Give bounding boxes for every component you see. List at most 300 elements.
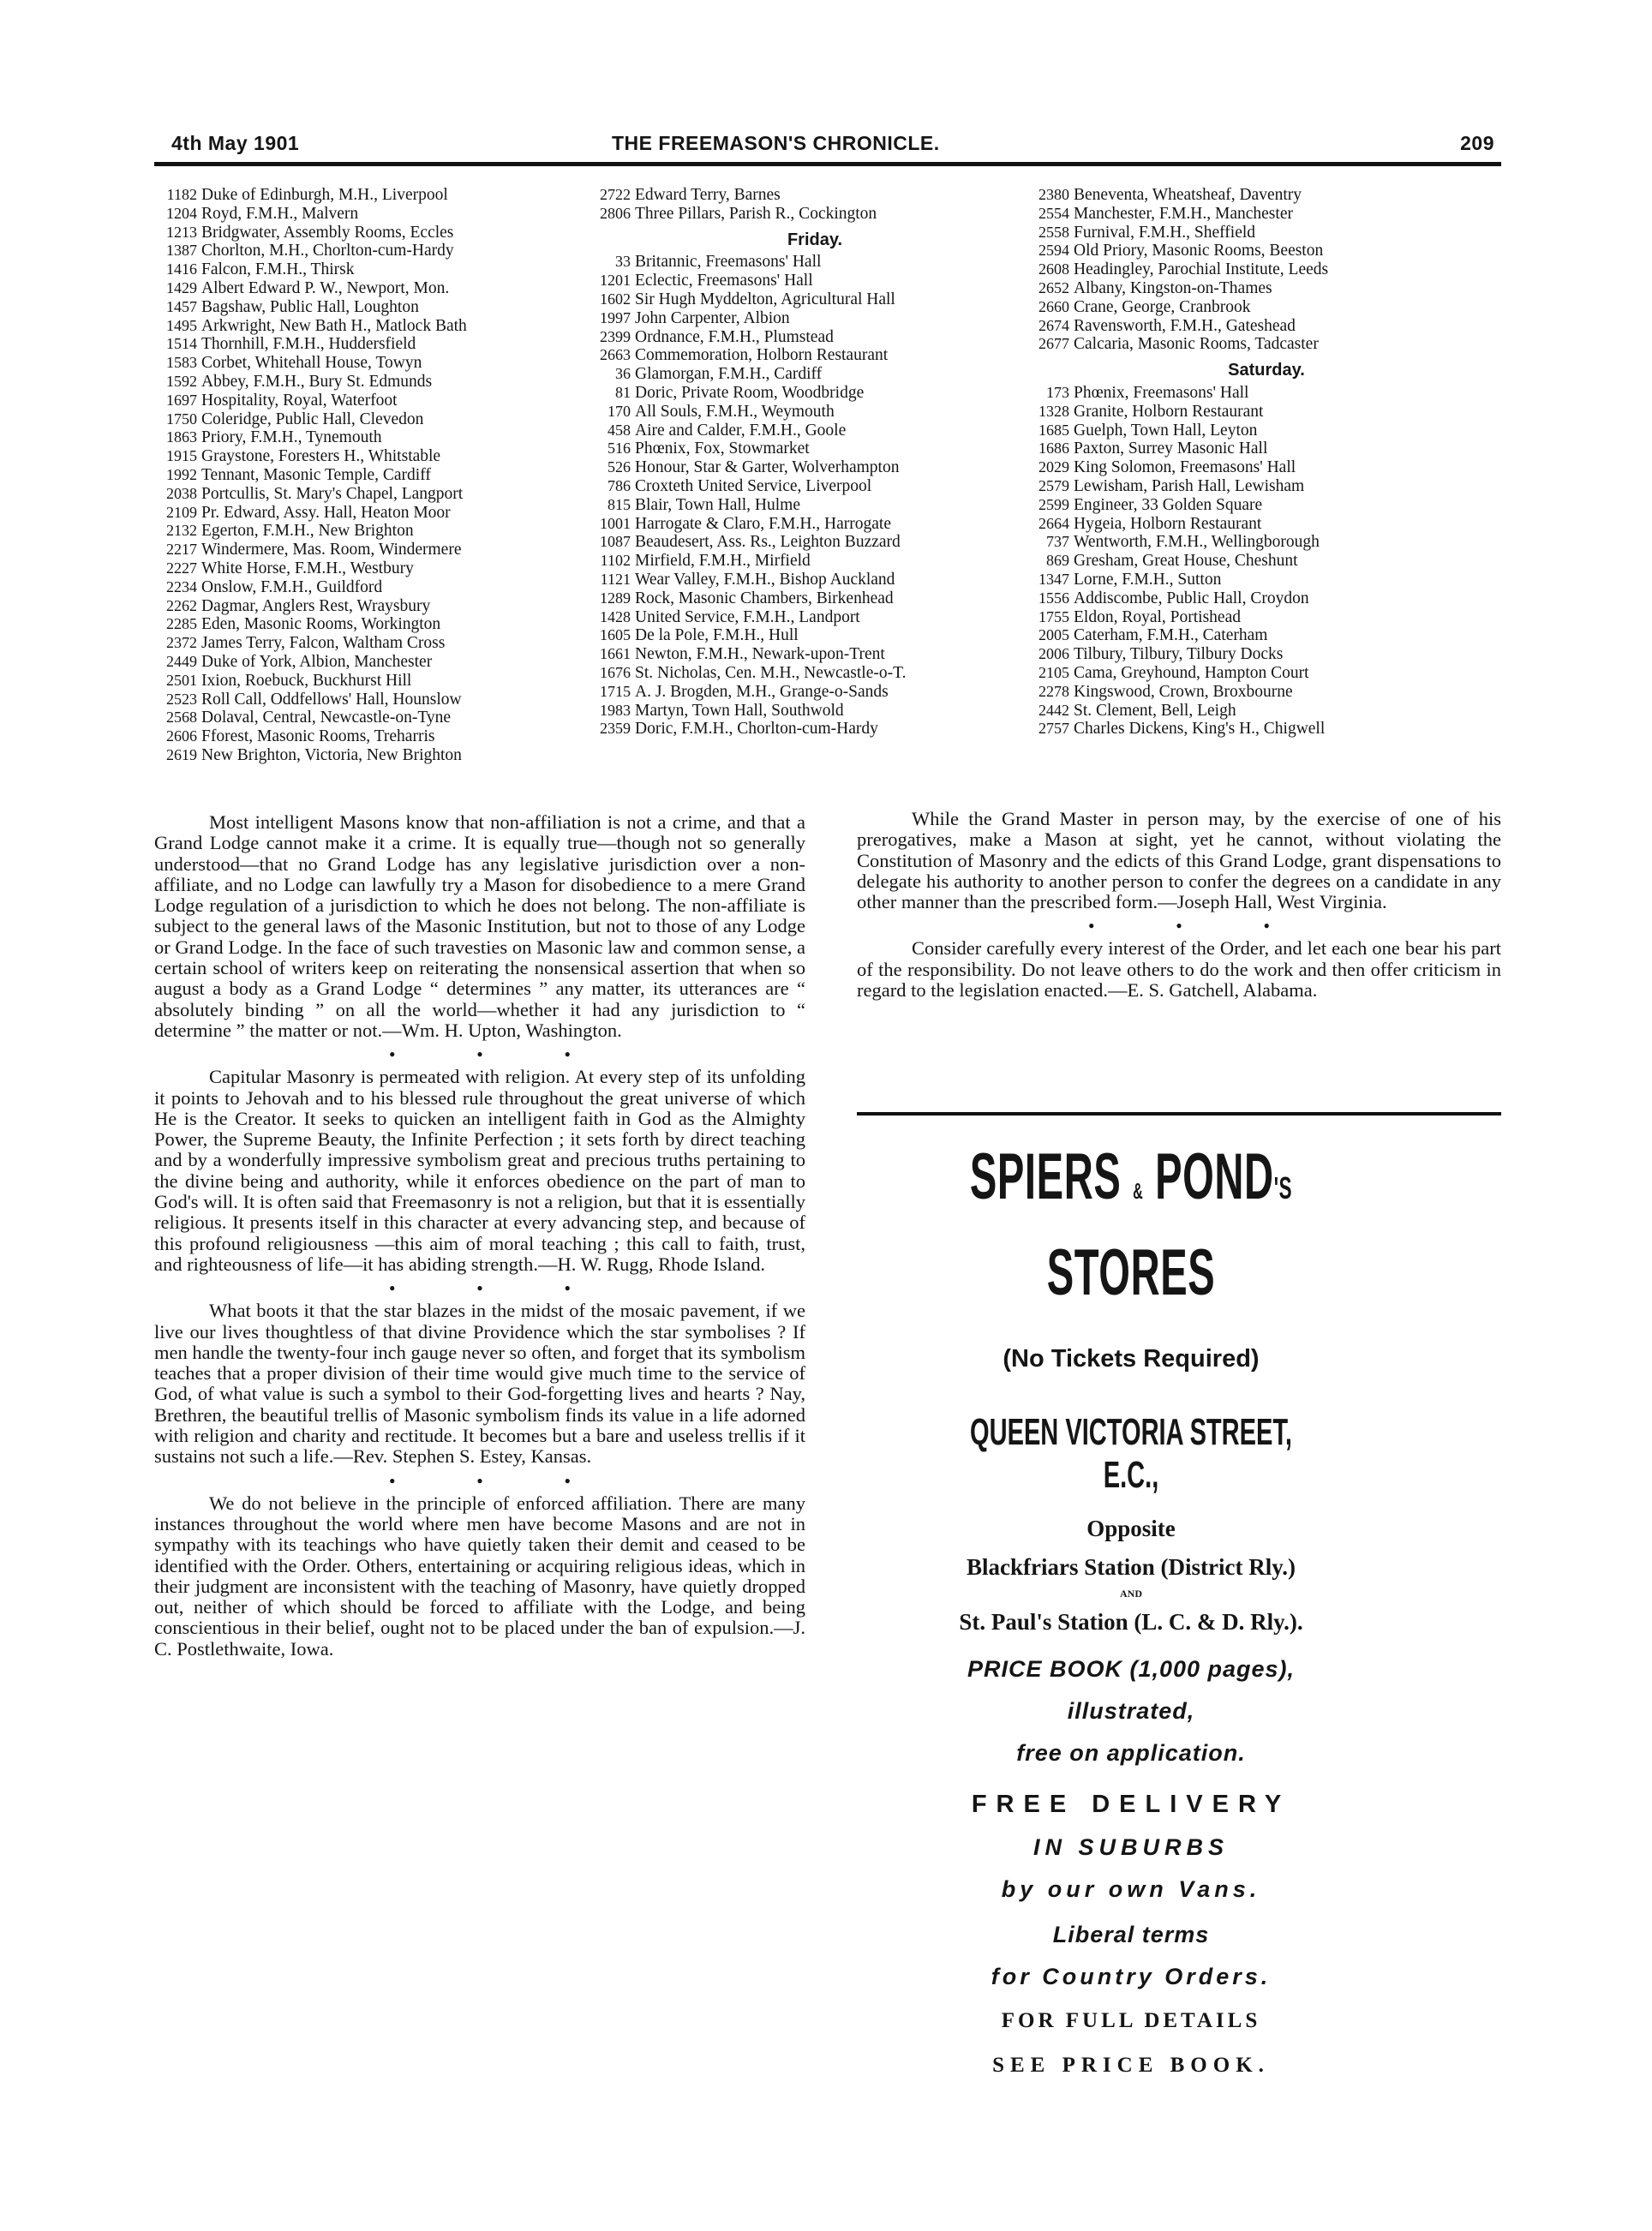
lodge-number: 1863 <box>166 428 197 446</box>
lodge-name-venue: Charles Dickens, King's H., Chigwell <box>1074 720 1326 739</box>
lodge-number: 33 <box>615 253 631 271</box>
lodge-list-saturday <box>1027 384 1506 739</box>
lodge-entry <box>154 691 583 709</box>
lodge-entry <box>1027 515 1506 534</box>
header-rule <box>154 162 1501 166</box>
lodge-name-venue: Ravensworth, F.M.H., Gateshead <box>1074 316 1296 335</box>
lodge-number: 2652 <box>1038 278 1069 296</box>
lodge-number: 1602 <box>600 290 631 308</box>
lodge-number: 1983 <box>600 701 631 719</box>
lodge-name-venue: Tilbury, Tilbury, Tilbury Docks <box>1074 645 1284 664</box>
ad-no-tickets: (No Tickets Required) <box>1003 1345 1260 1373</box>
lodge-number: 170 <box>608 402 631 420</box>
article-grand-master: While the Grand Master in person may, by the exercise of one of his prerogatives, make a Mason at sight, yet he cannot, without violating the Constitution of Masonry and the edicts of this Grand Lodge, grant dispensations to delegate his authority to another person to confer the degrees on a candidate in any other manner than the prescribed form.—Joseph Hall, West Virginia. <box>857 808 1501 913</box>
lodge-name-venue: Beneventa, Wheatsheaf, Daventry <box>1074 186 1302 204</box>
lodge-number: 2285 <box>166 615 197 633</box>
lodge-number: 1429 <box>166 278 197 296</box>
lodge-entry <box>588 205 1042 224</box>
lodge-name-venue: Doric, F.M.H., Chorlton-cum-Hardy <box>635 720 878 739</box>
lodge-number: 1686 <box>1038 440 1069 458</box>
lodge-entry <box>154 447 583 466</box>
lodge-name-venue: Eden, Masonic Rooms, Workington <box>201 615 441 634</box>
lodge-name-venue: Priory, F.M.H., Tynemouth <box>201 428 382 447</box>
lodge-number: 2132 <box>166 522 197 540</box>
lodge-list-column-2 <box>588 186 1042 739</box>
lodge-number: 2449 <box>166 652 197 670</box>
lodge-number: 1915 <box>166 447 197 465</box>
lodge-entry <box>154 354 583 373</box>
lodge-name-venue: Eldon, Royal, Portishead <box>1074 607 1241 626</box>
lodge-entry <box>588 645 1042 664</box>
lodge-number: 2677 <box>1038 335 1069 353</box>
ad-full-details: FOR FULL DETAILS <box>1001 2009 1261 2032</box>
lodge-entry <box>588 664 1042 683</box>
lodge-entry <box>154 578 583 597</box>
ad-brand-line <box>967 1139 1296 1229</box>
lodge-entry <box>588 440 1042 458</box>
lodge-entry <box>1027 458 1506 477</box>
lodge-entry <box>588 533 1042 552</box>
ad-free-application: free on application. <box>1016 1740 1246 1766</box>
lodge-number: 2579 <box>1038 476 1069 494</box>
lodge-name-venue: Lorne, F.M.H., Sutton <box>1074 570 1222 589</box>
lodge-name-venue: Arkwright, New Bath H., Matlock Bath <box>201 316 467 335</box>
lodge-number: 2442 <box>1038 701 1069 719</box>
lodge-entry <box>588 290 1042 309</box>
lodge-entry <box>1027 224 1506 242</box>
lodge-number: 1605 <box>600 626 631 644</box>
lodge-entry <box>588 552 1042 571</box>
lodge-entry <box>154 653 583 672</box>
lodge-number: 1755 <box>1038 607 1069 625</box>
lodge-list-column-1 <box>154 186 583 765</box>
lodge-name-venue: Dagmar, Anglers Rest, Wraysbury <box>201 596 431 615</box>
lodge-entry <box>1027 477 1506 496</box>
lodge-name-venue: Roll Call, Oddfellows' Hall, Hounslow <box>201 690 462 709</box>
lodge-entry <box>1027 186 1506 205</box>
article-non-affiliation: Most intelligent Masons know that non-affiliation is not a crime, and that a Grand Lodge cannot make it a crime. It is equally true—though not so generally understood—that no Grand Lodge has any legislative jurisdiction over a non-affiliate, and no Lodge can lawfully try a Mason for disobedience to a mere Grand Lodge regulation of a jurisdiction to which he does not belong. The non-affiliate is subject to the general laws of the Masonic Institution, but not to those of any Lodge or Grand Lodge. In the face of such travesties on Masonic law and common sense, a certain school of writers keep on reiterating the nonsensical assertion that when so august a body as a Grand Lodge “ determines ” any matter, its utterances are “ absolutely binding ” on all the world—whether it had any jurisdiction to “ determine ” the matter or not.—Wm. H. Upton, Washington. <box>154 811 805 1041</box>
lodge-name-venue: Portcullis, St. Mary's Chapel, Langport <box>201 484 464 503</box>
ad-ponds: POND <box>1155 1140 1274 1213</box>
lodge-number: 2278 <box>1038 682 1069 700</box>
lodge-name-venue: Hygeia, Holborn Restaurant <box>1074 514 1262 533</box>
lodge-name-venue: Glamorgan, F.M.H., Cardiff <box>635 365 823 384</box>
lodge-name-venue: Cama, Greyhound, Hampton Court <box>1074 663 1309 682</box>
lodge-entry <box>1027 242 1506 260</box>
lodge-name-venue: Three Pillars, Parish R., Cockington <box>635 204 877 223</box>
lodge-number: 1428 <box>600 607 631 625</box>
ad-spiers: SPIERS <box>969 1140 1122 1213</box>
lodge-name-venue: Commemoration, Holborn Restaurant <box>635 346 889 365</box>
lodge-entry <box>154 559 583 578</box>
lodge-number: 2558 <box>1038 223 1069 241</box>
lodge-entry <box>588 477 1042 496</box>
lodge-name-venue: Royd, F.M.H., Malvern <box>201 204 359 223</box>
lodge-name-venue: Lewisham, Parish Hall, Lewisham <box>1074 476 1305 495</box>
lodge-number: 2608 <box>1038 260 1069 278</box>
lodge-name-venue: Wear Valley, F.M.H., Bishop Auckland <box>635 570 895 589</box>
lodge-number: 869 <box>1046 552 1069 570</box>
lodge-name-venue: Thornhill, F.M.H., Huddersfield <box>201 335 416 354</box>
lodge-entry <box>588 272 1042 290</box>
lodge-entry <box>154 428 583 447</box>
lodge-entry <box>1027 533 1506 552</box>
lodge-list-column-3 <box>1027 186 1506 739</box>
lodge-entry <box>588 720 1042 739</box>
lodge-name-venue: John Carpenter, Albion <box>635 308 790 327</box>
ad-stores: STORES <box>1046 1236 1216 1309</box>
lodge-entry <box>588 253 1042 272</box>
lodge-name-venue: Phœnix, Freemasons' Hall <box>1074 383 1249 402</box>
issue-date: 4th May 1901 <box>171 132 300 154</box>
lodge-number: 2757 <box>1038 720 1069 738</box>
lodge-name-venue: A. J. Brogden, M.H., Grange-o-Sands <box>635 682 889 701</box>
lodge-entry <box>154 373 583 392</box>
lodge-entry <box>1027 552 1506 571</box>
lodge-number: 1495 <box>166 316 197 334</box>
lodge-number: 1715 <box>600 682 631 700</box>
lodge-name-venue: Abbey, F.M.H., Bury St. Edmunds <box>201 372 433 391</box>
lodge-entry <box>588 702 1042 721</box>
lodge-entry <box>1027 496 1506 515</box>
ad-see-price-book: SEE PRICE BOOK. <box>992 2054 1270 2077</box>
lodge-name-venue: Hospitality, Royal, Waterfoot <box>201 391 398 410</box>
lodge-number: 526 <box>608 458 631 476</box>
lodge-number: 1121 <box>600 570 631 588</box>
page-header <box>154 120 1501 164</box>
lodge-name-venue: Honour, Star & Garter, Wolverhampton <box>635 458 900 477</box>
lodge-number: 1204 <box>166 204 197 222</box>
lodge-number: 2372 <box>166 634 197 652</box>
lodge-entry <box>154 260 583 279</box>
lodge-number: 1457 <box>166 297 197 315</box>
lodge-number: 516 <box>608 440 631 458</box>
lodge-number: 1556 <box>1038 589 1069 607</box>
lodge-name-venue: Calcaria, Masonic Rooms, Tadcaster <box>1074 335 1319 354</box>
lodge-number: 1997 <box>600 308 631 326</box>
spiers-ponds-advertisement <box>865 1139 1397 2078</box>
lodge-entry <box>154 615 583 634</box>
lodge-number: 786 <box>608 476 631 494</box>
lodge-entry <box>1027 260 1506 279</box>
lodge-number: 1201 <box>600 272 631 290</box>
lodge-entry <box>154 205 583 224</box>
lodge-entry <box>1027 335 1506 354</box>
lodge-name-venue: St. Nicholas, Cen. M.H., Newcastle-o-T. <box>635 663 907 682</box>
lodge-name-venue: Chorlton, M.H., Chorlton-cum-Hardy <box>201 242 454 260</box>
lodge-number: 2606 <box>166 727 197 745</box>
lodge-number: 173 <box>1046 383 1069 401</box>
ad-street: QUEEN VICTORIA STREET, E.C., <box>970 1411 1292 1496</box>
lodge-entry <box>1027 702 1506 721</box>
lodge-number: 2234 <box>166 577 197 595</box>
lodge-entry <box>154 597 583 616</box>
lodge-entry <box>588 186 1042 205</box>
page-number: 209 <box>1460 132 1494 154</box>
lodge-entry <box>1027 571 1506 589</box>
lodge-name-venue: Sir Hugh Myddelton, Agricultural Hall <box>635 290 895 308</box>
lodge-name-venue: Wentworth, F.M.H., Wellingborough <box>1074 533 1320 552</box>
lodge-entry <box>1027 317 1506 336</box>
lodge-name-venue: Aire and Calder, F.M.H., Goole <box>635 421 847 440</box>
lodge-name-venue: Eclectic, Freemasons' Hall <box>635 272 813 290</box>
lodge-name-venue: Britannic, Freemasons' Hall <box>635 253 822 272</box>
lodge-name-venue: Edward Terry, Barnes <box>635 186 781 204</box>
ad-ponds-s: 'S <box>1273 1170 1293 1205</box>
lodge-entry <box>154 298 583 317</box>
lodge-number: 2619 <box>166 745 197 763</box>
lodge-number: 2568 <box>166 709 197 727</box>
lodge-name-venue: Doric, Private Room, Woodbridge <box>635 383 865 402</box>
lodge-entry <box>1027 720 1506 739</box>
lodge-number: 2806 <box>600 204 631 222</box>
ad-own-vans: by our own Vans. <box>1001 1876 1261 1902</box>
lodge-number: 2501 <box>166 671 197 689</box>
lodge-entry <box>154 186 583 205</box>
lodge-name-venue: Rock, Masonic Chambers, Birkenhead <box>635 589 894 607</box>
ad-top-rule <box>857 1112 1501 1116</box>
lodge-name-venue: De la Pole, F.M.H., Hull <box>635 626 799 645</box>
lodge-name-venue: Dolaval, Central, Newcastle-on-Tyne <box>201 709 452 727</box>
lodge-entry <box>588 496 1042 515</box>
lodge-entry <box>588 346 1042 365</box>
lodge-entry <box>588 309 1042 328</box>
lodge-name-venue: Kingswood, Crown, Broxbourne <box>1074 682 1293 701</box>
separator: ● ● ● <box>1088 919 1309 932</box>
lodge-entry <box>588 571 1042 589</box>
lodge-name-venue: Corbet, Whitehall House, Towyn <box>201 354 422 373</box>
article-star-blazes: What boots it that the star blazes in the midst of the mosaic pavement, if we live our lives thoughtless of that divine Providence which the star symbolises ? If men handle the twenty-four inch gauge never so often, and forget that its symbolism teaches that a proper division of their time would give much time to the service of God, of what value is such a symbol to their God-forgetting lives and hearts ? Nay, Brethren, the beautiful trellis of Masonic symbolism finds its value in a life adorned with religion and charity and rectitude. It becomes but a bare and useless trellis if it sustains not such a life.—Rev. Stephen S. Estey, Kansas. <box>154 1300 805 1468</box>
lodge-entry <box>1027 422 1506 440</box>
lodge-number: 2006 <box>1038 645 1069 663</box>
lodge-name-venue: Falcon, F.M.H., Thirsk <box>201 260 355 279</box>
lodge-name-venue: All Souls, F.M.H., Weymouth <box>635 402 835 421</box>
ad-in-suburbs: IN SUBURBS <box>1032 1834 1229 1860</box>
lodge-number: 2359 <box>600 720 631 738</box>
lodge-name-venue: Manchester, F.M.H., Manchester <box>1074 204 1293 223</box>
right-articles <box>857 809 1501 1001</box>
lodge-name-venue: Ordnance, F.M.H., Plumstead <box>635 327 834 346</box>
lodge-number: 2038 <box>166 484 197 502</box>
lodge-number: 2594 <box>1038 242 1069 260</box>
lodge-number: 1087 <box>600 533 631 551</box>
lodge-entry <box>154 541 583 559</box>
lodge-number: 2599 <box>1038 495 1069 513</box>
separator: ● ● ● <box>389 1282 610 1295</box>
lodge-number: 2523 <box>166 690 197 708</box>
lodge-name-venue: Mirfield, F.M.H., Mirfield <box>635 552 811 571</box>
lodge-name-venue: Harrogate & Claro, F.M.H., Harrogate <box>635 514 891 533</box>
lodge-number: 1750 <box>166 410 197 428</box>
lodge-entry <box>1027 440 1506 458</box>
lodge-entry <box>154 335 583 354</box>
lodge-name-venue: Old Priory, Masonic Rooms, Beeston <box>1074 242 1324 260</box>
lodge-entry <box>1027 626 1506 645</box>
lodge-number: 1416 <box>166 260 197 278</box>
publication-title: THE FREEMASON'S CHRONICLE. <box>612 132 940 154</box>
lodge-list-friday <box>588 253 1042 739</box>
lodge-entry <box>1027 403 1506 422</box>
ad-country-orders: for Country Orders. <box>991 1964 1272 1989</box>
lodge-entry <box>154 224 583 242</box>
lodge-entry <box>154 317 583 336</box>
lodge-number: 815 <box>608 495 631 513</box>
lodge-number: 1328 <box>1038 402 1069 420</box>
lodge-number: 458 <box>608 421 631 439</box>
lodge-entry <box>154 727 583 746</box>
lodge-number: 2109 <box>166 503 197 521</box>
lodge-name-venue: Headingley, Parochial Institute, Leeds <box>1074 260 1329 279</box>
lodge-name-venue: Fforest, Masonic Rooms, Treharris <box>201 727 435 746</box>
lodge-entry <box>154 485 583 504</box>
ad-opposite: Opposite <box>1086 1516 1176 1541</box>
lodge-entry <box>588 515 1042 534</box>
lodge-number: 2029 <box>1038 458 1069 476</box>
lodge-name-venue: Albany, Kingston-on-Thames <box>1074 278 1272 297</box>
lodge-entry <box>588 458 1042 477</box>
lodge-number: 1697 <box>166 391 197 409</box>
lodge-entry <box>154 242 583 260</box>
lodge-entry <box>154 522 583 541</box>
lodge-entry <box>1027 608 1506 627</box>
lodge-entry <box>1027 205 1506 224</box>
lodge-name-venue: James Terry, Falcon, Waltham Cross <box>201 634 446 653</box>
lodge-number: 2674 <box>1038 316 1069 334</box>
lodge-name-venue: Coleridge, Public Hall, Clevedon <box>201 410 424 428</box>
article-consider-carefully: Consider carefully every interest of the Order, and let each one bear his part of the responsibility. Do not leave others to do the work and then offer criticism in regard to the legislation enacted.—E. S. Gatchell, Alabama. <box>857 937 1501 1002</box>
saturday-heading: Saturday. <box>1228 361 1305 380</box>
lodge-name-venue: Ixion, Roebuck, Buckhurst Hill <box>201 671 412 690</box>
separator: ● ● ● <box>389 1474 610 1486</box>
lodge-number: 1182 <box>166 186 197 203</box>
lodge-number: 2663 <box>600 346 631 364</box>
lodge-entry <box>154 672 583 691</box>
lodge-number: 2005 <box>1038 626 1069 644</box>
lodge-number: 2660 <box>1038 297 1069 315</box>
ad-price-book: PRICE BOOK (1,000 pages), <box>967 1656 1296 1682</box>
ad-stpauls: St. Paul's Station (L. C. & D. Rly.). <box>959 1609 1303 1635</box>
lodge-entry <box>588 403 1042 422</box>
lodge-number: 2217 <box>166 541 197 559</box>
friday-heading: Friday. <box>787 230 843 249</box>
lodge-name-venue: King Solomon, Freemasons' Hall <box>1074 458 1296 477</box>
lodge-entry <box>588 328 1042 347</box>
lodge-entry <box>154 634 583 653</box>
ad-illustrated: illustrated, <box>1067 1698 1195 1724</box>
lodge-number: 1676 <box>600 663 631 681</box>
lodge-number: 1514 <box>166 335 197 353</box>
lodge-name-venue: Albert Edward P. W., Newport, Mon. <box>201 278 450 297</box>
ad-liberal-terms: Liberal terms <box>1052 1922 1210 1947</box>
lodge-number: 1102 <box>600 552 631 570</box>
lodge-entry <box>154 709 583 727</box>
lodge-entry <box>154 504 583 523</box>
lodge-number: 1661 <box>600 645 631 663</box>
lodge-entry <box>154 392 583 410</box>
ad-and: AND <box>1120 1588 1142 1600</box>
lodge-entry <box>1027 589 1506 608</box>
lodge-number: 1387 <box>166 242 197 260</box>
lodge-entry <box>154 410 583 429</box>
lodge-name-venue: Windermere, Mas. Room, Windermere <box>201 541 462 559</box>
lodge-name-venue: Blair, Town Hall, Hulme <box>635 495 801 514</box>
lodge-entry <box>1027 683 1506 702</box>
lodge-entry <box>154 746 583 765</box>
lodge-name-venue: Onslow, F.M.H., Guildford <box>201 577 383 596</box>
lodge-name-venue: United Service, F.M.H., Landport <box>635 607 860 626</box>
lodge-name-venue: Furnival, F.M.H., Sheffield <box>1074 223 1256 242</box>
lodge-name-venue: Caterham, F.M.H., Caterham <box>1074 626 1268 645</box>
lodge-entry <box>1027 645 1506 664</box>
lodge-entry <box>588 422 1042 440</box>
lodge-name-venue: Addiscombe, Public Hall, Croydon <box>1074 589 1309 607</box>
lodge-number: 1592 <box>166 372 197 390</box>
lodge-number: 1347 <box>1038 570 1069 588</box>
lodge-entry <box>1027 298 1506 317</box>
lodge-name-venue: Pr. Edward, Assy. Hall, Heaton Moor <box>201 503 451 522</box>
lodge-list-thursday-continued-2 <box>1027 186 1506 354</box>
lodge-name-venue: Graystone, Foresters H., Whitstable <box>201 447 441 466</box>
lodge-name-venue: Tennant, Masonic Temple, Cardiff <box>201 465 431 484</box>
lodge-name-venue: Croxteth United Service, Liverpool <box>635 476 872 495</box>
lodge-name-venue: St. Clement, Bell, Leigh <box>1074 701 1236 720</box>
lodge-number: 2262 <box>166 596 197 614</box>
lodge-name-venue: Duke of York, Albion, Manchester <box>201 652 433 671</box>
lodge-name-venue: Crane, George, Cranbrook <box>1074 297 1251 316</box>
lodge-number: 737 <box>1046 533 1069 551</box>
lodge-name-venue: Bridgwater, Assembly Rooms, Eccles <box>201 223 454 242</box>
lodge-entry <box>154 466 583 485</box>
lodge-name-venue: Martyn, Town Hall, Southwold <box>635 701 844 720</box>
lodge-number: 1992 <box>166 465 197 483</box>
lodge-entry <box>154 279 583 298</box>
left-articles <box>154 812 805 1660</box>
lodge-list-thursday-continued <box>588 186 1042 224</box>
lodge-entry <box>588 365 1042 384</box>
lodge-number: 2380 <box>1038 186 1069 203</box>
lodge-number: 2664 <box>1038 514 1069 532</box>
lodge-number: 2399 <box>600 327 631 345</box>
lodge-number: 1583 <box>166 354 197 372</box>
lodge-number: 1213 <box>166 223 197 241</box>
lodge-name-venue: Newton, F.M.H., Newark-upon-Trent <box>635 645 885 664</box>
lodge-name-venue: New Brighton, Victoria, New Brighton <box>201 745 462 764</box>
lodge-number: 2227 <box>166 559 197 577</box>
lodge-entry <box>588 384 1042 403</box>
lodge-number: 2554 <box>1038 204 1069 222</box>
ad-blackfriars: Blackfriars Station (District Rly.) <box>967 1554 1296 1580</box>
article-capitular-masonry: Capitular Masonry is permeated with religion. At every step of its unfolding it points to Jehovah and to his blessed rule throughout the great universe of which He is the Creator. It seeks to quicken an intelligent faith in God as the Almighty Power, the Supreme Beauty, the Infinite Perfection ; it sets forth by direct teaching and by a wonderfully impressive symbolism great and precious truths pertaining to the divine being and authority, while it enforces obedience on the part of man to God's will. It is often said that Freemasonry is not a religion, but that it is essentially religious. It presents itself in this character at every advancing step, and because of this profound religiousness —this aim of moral teaching ; this call to faith, trust, and righteousness of life—it has abiding strength.—H. W. Rugg, Rhode Island. <box>154 1066 805 1275</box>
lodge-name-venue: Engineer, 33 Golden Square <box>1074 495 1263 514</box>
separator: ● ● ● <box>389 1048 610 1061</box>
lodge-number: 1289 <box>600 589 631 607</box>
lodge-entry <box>588 626 1042 645</box>
lodge-number: 1685 <box>1038 421 1069 439</box>
lodge-name-venue: Guelph, Town Hall, Leyton <box>1074 421 1258 440</box>
lodge-name-venue: Gresham, Great House, Cheshunt <box>1074 552 1298 571</box>
lodge-entry <box>1027 279 1506 298</box>
lodge-number: 1001 <box>600 514 631 532</box>
lodge-name-venue: Bagshaw, Public Hall, Loughton <box>201 297 419 316</box>
lodge-name-venue: Beaudesert, Ass. Rs., Leighton Buzzard <box>635 533 901 552</box>
lodge-name-venue: Phœnix, Fox, Stowmarket <box>635 440 810 458</box>
lodge-number: 36 <box>615 365 631 383</box>
lodge-entry <box>1027 664 1506 683</box>
article-enforced-affiliation: We do not believe in the principle of enforced affiliation. There are many instances throughout the world where men have become Masons and are not in sympathy with its teachings who have quietly taken their demit and ceased to be identified with the Order. Others, entertaining or acquiring religious ideas, which in their judgment are inconsistent with the teaching of Masonry, have quietly dropped out, neither of which should be forced to affiliate with the Lodge, and being conscientious in their belief, ought not to be placed under the ban of expulsion.—J. C. Postlethwaite, Iowa. <box>154 1492 805 1660</box>
lodge-number: 2722 <box>600 186 631 203</box>
lodge-name-venue: Egerton, F.M.H., New Brighton <box>201 522 414 541</box>
lodge-entry <box>1027 384 1506 403</box>
